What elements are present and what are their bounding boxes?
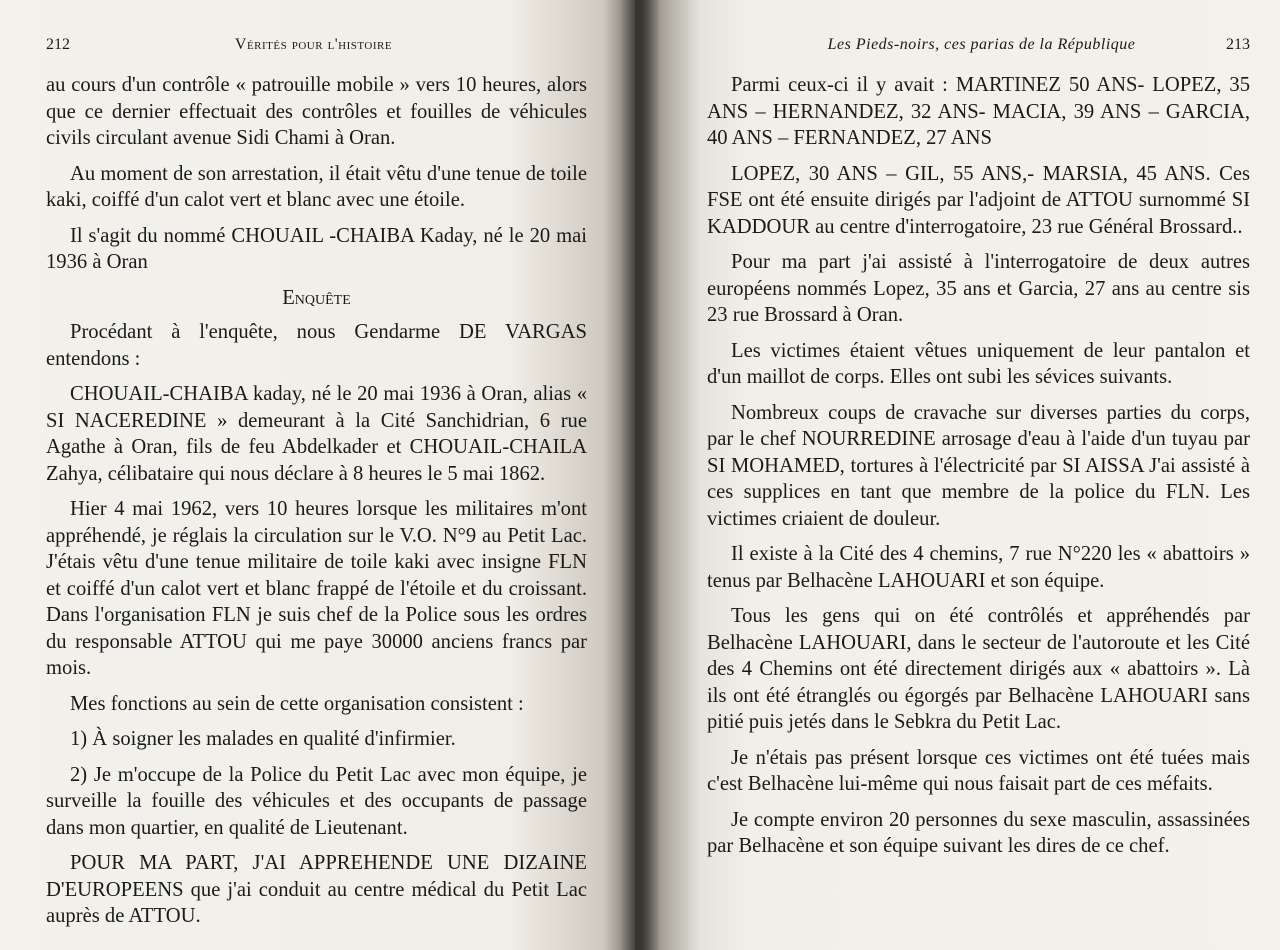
paragraph: Procédant à l'enquête, nous Gendarme DE VARGAS entendons : — [46, 321, 587, 370]
paragraph: Hier 4 mai 1962, vers 10 heures lorsque les militaires m'ont appréhendé, je réglais la circulation sur le V.O. N°9 au Petit Lac. J'étais vêtu d'une tenue militaire de toile kaki avec insigne FLN et coiffé d'un calot vert et blanc frappé de l'étoile et du croissant. Dans l'organisation FLN je suis chef de la Police sous les ordres du responsable ATTOU qui me paye 30000 anciens francs par mois. — [46, 498, 587, 679]
right-running-head — [707, 36, 1250, 72]
paragraph: Je n'étais pas présent lorsque ces victimes ont été tuées mais c'est Belhacène lui-même qui nous faisait part de ces méfaits. — [707, 746, 1250, 795]
paragraph: Pour ma part j'ai assisté à l'interrogatoire de deux autres européens nommés Lopez, 35 ans et Garcia, 27 ans au centre sis 23 rue Brossard à Oran. — [707, 251, 1250, 326]
paragraph: Mes fonctions au sein de cette organisation consistent : — [70, 692, 524, 715]
paragraph: 2) Je m'occupe de la Police du Petit Lac avec mon équipe, je surveille la fouille des véhicules et des occupants de passage dans mon quartier, en qualité de Lieutenant. — [46, 763, 587, 839]
book-gutter-shadow — [620, 0, 660, 950]
paragraph: Tous les gens qui on été contrôlés et appréhendés par Belhacène LAHOUARI, dans le secteur de l'autoroute et les Cité des 4 Chemins ont été directement dirigés aux « abattoirs ». Là ils ont été étranglés ou égorgés par Belhacène LAHOUARI sans pitié puis jetés dans le Sebkra du Petit Lac. — [707, 605, 1250, 733]
paragraph: 1) À soigner les malades en qualité d'infirmier. — [70, 728, 456, 750]
paragraph: CHOUAIL-CHAIBA kaday, né le 20 mai 1936 à Oran, alias « SI NACEREDINE » demeurant à la Cité Sanchidrian, 6 rue Agathe à Oran, fils de feu Abdelkader et CHOUAIL-CHAILA Zahya, célibataire qui nous déclare à 8 heures le 5 mai 1862. — [46, 383, 587, 485]
paragraph: Les victimes étaient vêtues uniquement de leur pantalon et d'un maillot de corps. Elles ont subi les sévices suivants. — [707, 339, 1250, 388]
paragraph: LOPEZ, 30 ANS – GIL, 55 ANS,- MARSIA, 45 ANS. Ces FSE ont été ensuite dirigés par l'adjoint de ATTOU surnommé SI KADDOUR au centre d'interrogatoire, 23 rue Général Brossard.. — [707, 162, 1250, 238]
paragraph: Nombreux coups de cravache sur diverses parties du corps, par le chef NOURREDINE arrosage d'eau à l'aide d'un tuyau par SI MOHAMED, tortures à l'électricité par SI AISSA J'ai assisté à ces supplices en tant que membre de la police du FLN. Les victimes criaient de douleur. — [707, 401, 1250, 530]
left-running-head — [46, 36, 587, 72]
left-running-title: Vérités pour l'histoire — [234, 36, 393, 53]
left-page — [0, 0, 635, 950]
paragraph: Au moment de son arrestation, il était vêtu d'une tenue de toile kaki, coiffé d'un calot vert et blanc avec une étoile. — [46, 162, 587, 211]
paragraph: Je compte environ 20 personnes du sexe masculin, assassinées par Belhacène et son équipe suivant les dires de ce chef. — [707, 808, 1250, 857]
right-page — [635, 0, 1280, 950]
paragraph: au cours d'un contrôle « patrouille mobile » vers 10 heures, alors que ce dernier effectuait des contrôles et fouilles de véhicules civils circulant avenue Sidi Chami à Oran. — [46, 74, 587, 149]
left-page-number: 212 — [46, 36, 70, 53]
section-heading: Enquête — [282, 286, 351, 309]
right-page-text — [707, 72, 1250, 860]
paragraph: Il existe à la Cité des 4 chemins, 7 rue N°220 les « abattoirs » tenus par Belhacène LAHOUARI et son équipe. — [707, 543, 1250, 592]
left-page-text — [46, 72, 587, 930]
right-running-title: Les Pieds-noirs, ces parias de la République — [827, 36, 1136, 53]
paragraph: Il s'agit du nommé CHOUAIL -CHAIBA Kaday, né le 20 mai 1936 à Oran — [46, 224, 587, 273]
paragraph: POUR MA PART, J'AI APPREHENDE UNE DIZAINE D'EUROPEENS que j'ai conduit au centre médical du Petit Lac auprès de ATTOU. — [46, 852, 587, 927]
right-page-number: 213 — [1226, 36, 1250, 53]
paragraph: Parmi ceux-ci il y avait : MARTINEZ 50 ANS- LOPEZ, 35 ANS – HERNANDEZ, 32 ANS- MACIA, 39 ANS – GARCIA, 40 ANS – FERNANDEZ, 27 ANS — [707, 74, 1250, 149]
